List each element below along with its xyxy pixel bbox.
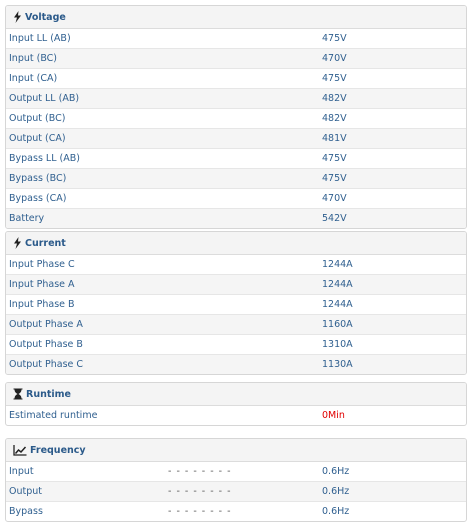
row-label: Output [9, 486, 42, 497]
table-row [6, 29, 466, 49]
table-row [6, 462, 466, 482]
row-label: Input (CA) [9, 73, 58, 84]
current-panel-header [6, 232, 466, 255]
row-label: Input Phase C [9, 259, 75, 270]
row-label: Bypass (CA) [9, 193, 67, 204]
row-value: 475V [322, 33, 347, 44]
row-value: 0.6Hz [322, 506, 350, 517]
row-label: Output LL (AB) [9, 93, 80, 104]
table-row [6, 355, 466, 374]
table-row [6, 109, 466, 129]
frequency-title: Frequency [30, 444, 86, 456]
runtime-panel-header [6, 383, 466, 406]
row-value: 482V [322, 113, 347, 124]
table-row [6, 49, 466, 69]
row-value: 470V [322, 53, 347, 64]
row-value: 1310A [322, 339, 353, 350]
table-row [6, 129, 466, 149]
row-value: 475V [322, 173, 347, 184]
row-placeholder: - - - - - - - - [168, 486, 232, 497]
row-label: Bypass (BC) [9, 173, 67, 184]
current-title: Current [25, 237, 66, 249]
row-label: Output Phase B [9, 339, 83, 350]
runtime-title: Runtime [26, 388, 71, 400]
row-label: Output (BC) [9, 113, 66, 124]
row-value: 475V [322, 73, 347, 84]
row-label: Input Phase B [9, 299, 75, 310]
row-label: Estimated runtime [9, 410, 98, 421]
row-label: Output (CA) [9, 133, 66, 144]
table-row [6, 406, 466, 425]
row-value: 482V [322, 93, 347, 104]
table-row [6, 255, 466, 275]
frequency-panel-header [6, 439, 466, 462]
table-row [6, 502, 466, 521]
lightning-bolt-icon [13, 11, 22, 23]
row-label: Input (BC) [9, 53, 58, 64]
row-value: 1244A [322, 259, 353, 270]
table-row [6, 89, 466, 109]
row-label: Input [9, 466, 34, 477]
row-value: 0.6Hz [322, 486, 350, 497]
runtime-value: 0Min [322, 410, 345, 421]
table-row [6, 275, 466, 295]
table-row [6, 69, 466, 89]
table-row [6, 335, 466, 355]
row-label: Bypass LL (AB) [9, 153, 80, 164]
voltage-title: Voltage [25, 11, 66, 23]
row-value: 475V [322, 153, 347, 164]
row-value: 1130A [322, 359, 353, 370]
row-label: Input LL (AB) [9, 33, 71, 44]
row-value: 0.6Hz [322, 466, 350, 477]
voltage-panel-header [6, 6, 466, 29]
frequency-panel [5, 438, 467, 522]
line-chart-icon [13, 445, 27, 456]
runtime-panel [5, 382, 467, 426]
table-row [6, 315, 466, 335]
row-placeholder: - - - - - - - - [168, 506, 232, 517]
table-row [6, 169, 466, 189]
row-label: Input Phase A [9, 279, 75, 290]
table-row [6, 149, 466, 169]
voltage-panel [5, 5, 467, 229]
row-value: 481V [322, 133, 347, 144]
row-value: 1244A [322, 279, 353, 290]
hourglass-icon [13, 388, 23, 400]
current-panel [5, 231, 467, 375]
row-label: Battery [9, 213, 45, 224]
lightning-bolt-icon [13, 237, 22, 249]
row-value: 1244A [322, 299, 353, 310]
table-row [6, 189, 466, 209]
row-value: 1160A [322, 319, 353, 330]
table-row [6, 482, 466, 502]
row-label: Bypass [9, 506, 43, 517]
row-placeholder: - - - - - - - - [168, 466, 232, 477]
row-label: Output Phase C [9, 359, 84, 370]
row-value: 470V [322, 193, 347, 204]
row-label: Output Phase A [9, 319, 83, 330]
row-value: 542V [322, 213, 347, 224]
table-row [6, 209, 466, 228]
table-row [6, 295, 466, 315]
